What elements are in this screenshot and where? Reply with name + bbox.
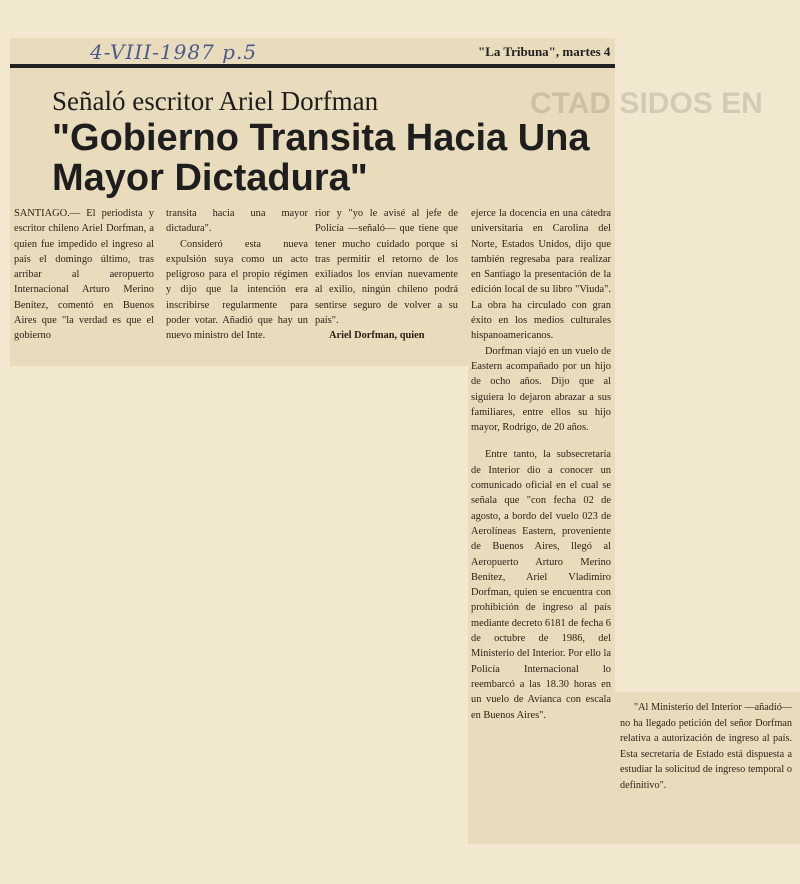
column-2-paragraph-2: Consideró esta nueva expulsión suya como un acto peligroso para el propio régimen y dijo que la intención era inscribirse regularmente para poder votar. Añadió que hay un nuevo ministro del Inte. [166, 238, 308, 342]
article-continuation-column [620, 700, 792, 793]
masthead-rule [10, 64, 615, 68]
column-2-paragraph-1: transita hacia una mayor dictadura". [166, 208, 308, 235]
article-column-4 [471, 206, 611, 723]
article-headline: "Gobierno Transita Hacia Una Mayor Dictadura" [52, 117, 590, 199]
paragraph-gap [471, 435, 611, 447]
column-4-paragraph-1: ejerce la docencia en una cátedra universitaria en Carolina del Norte, Estados Unidos, dijo que también regresaba para realizar en Santiago la presentación de la edición local de su libro "Viuda". La obra ha circulado con gran éxito en los medios culturales hispanoamericanos. [471, 208, 611, 342]
bleed-through-text: CTAD SIDOS EN [530, 87, 763, 120]
article-column-1 [14, 206, 154, 344]
article-column-3 [315, 206, 458, 344]
handwritten-date-note: 4-VIII-1987 p.5 [90, 40, 258, 64]
article-column-2 [166, 206, 308, 344]
column-4-paragraph-2: Dorfman viajó en un vuelo de Eastern acompañado por un hijo de ocho años. Dijo que al siguiera lo dejaron abrazar a sus familiares, entre ellos su hijo mayor, Rodrigo, de 20 años. [471, 345, 611, 434]
column-3-paragraph-1: rior y "yo le avisé al jefe de Policía —señaló— que tiene que tener mucho cuidado porque si tras permitir el retorno de los exiliados los envían nuevamente al exilio, ningún chileno podrá sentirse seguro de volver a su país". [315, 208, 458, 327]
newspaper-source: "La Tribuna", martes 4 [478, 44, 611, 59]
article-kicker: Señaló escritor Ariel Dorfman [52, 86, 379, 116]
continuation-paragraph: "Al Ministerio del Interior —añadió— no ha llegado petición del señor Dorfman relativa a autorización de ingreso al país. Esta secretaría de Estado está dispuesta a estudiar la solicitud de ingreso temporal o definitivo". [620, 702, 792, 791]
column-3-paragraph-2: Ariel Dorfman, quien [329, 330, 425, 342]
column-4-paragraph-3: Entre tanto, la subsecretaría de Interior dio a conocer un comunicado oficial en el cual se señala que "con fecha 02 de agosto, a bordo del vuelo 023 de Aerolíneas Eastern, proveniente de Buenos Aires, llegó al Aeropuerto Arturo Merino Benítez, Ariel Vladimiro Dorfman, quien se encuentra con prohibición de ingreso al país mediante decreto 6181 de fecha 6 de octubre de 1986, del Ministerio del Interior. Por ello la Policía Internacional lo reembarcó a las 18.30 horas en un vuelo de Avianca con escala en Buenos Aires". [471, 449, 611, 721]
column-1-text: SANTIAGO.— El periodista y escritor chileno Ariel Dorfman, a quien fue impedido el ingreso al país el domingo último, tras arribar al aeropuerto Internacional Arturo Merino Benítez, comentó en Buenos Aires que "la verdad es que el gobierno [14, 208, 154, 342]
